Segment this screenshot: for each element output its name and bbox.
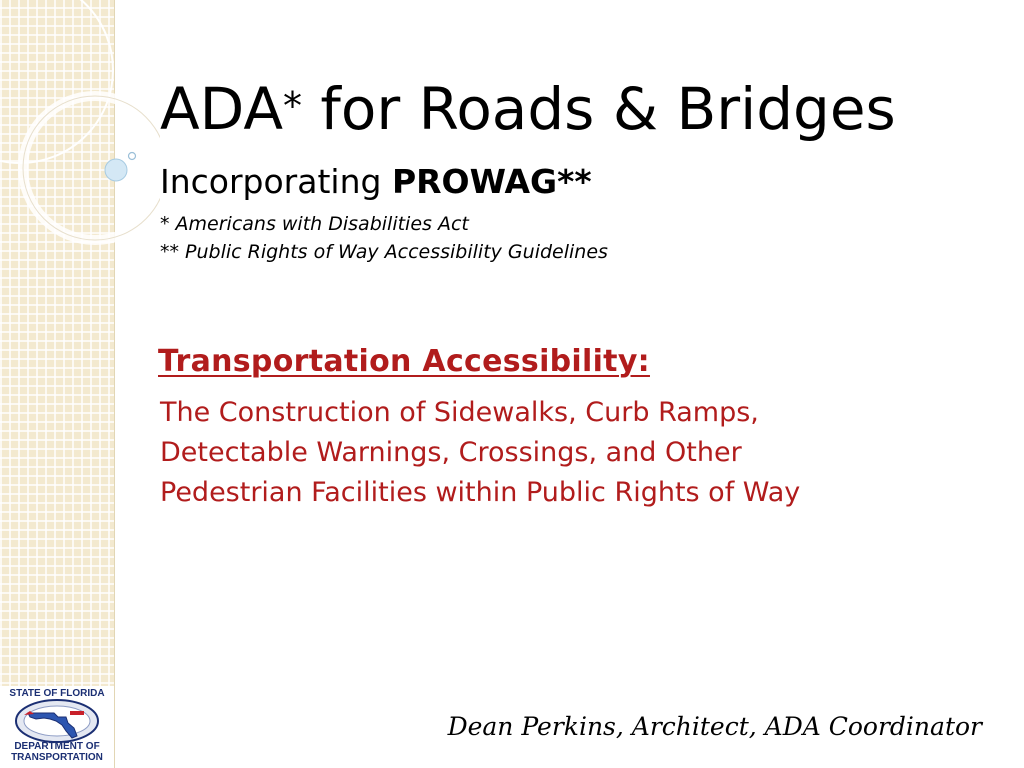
author-credit: Dean Perkins, Architect, ADA Coordinator [447, 712, 982, 741]
title-rest: for Roads & Bridges [302, 75, 896, 143]
logo-bottom-line-2: TRANSPORTATION [11, 752, 103, 763]
section-line: Pedestrian Facilities within Public Rights of Way [160, 477, 801, 508]
footnote-ada [160, 213, 469, 235]
fdot-logo-icon [14, 698, 100, 744]
slide-subtitle [160, 162, 592, 202]
logo-bottom-line-1: DEPARTMENT OF [14, 741, 100, 752]
section-heading: Transportation Accessibility: [158, 344, 650, 379]
decorative-circles-icon [0, 0, 160, 330]
slide-title [160, 75, 896, 143]
footnote-prowag-marker: ** [160, 241, 179, 263]
footnote-ada-text: Americans with Disabilities Act [169, 213, 469, 235]
footnote-prowag-text: Public Rights of Way Accessibility Guidelines [179, 241, 608, 263]
subtitle-prefix: Incorporating [160, 162, 392, 201]
footnote-prowag [160, 241, 608, 263]
logo-top-text: STATE OF FLORIDA [9, 688, 105, 699]
subtitle-bold: PROWAG** [391, 162, 592, 201]
footnote-ada-marker: * [160, 213, 170, 235]
section-line: The Construction of Sidewalks, Curb Ramps, [160, 397, 759, 428]
section-body [160, 393, 1010, 513]
section-line: Detectable Warnings, Crossings, and Other [160, 437, 742, 468]
fdot-logo [0, 686, 114, 768]
title-main: ADA [160, 75, 283, 143]
title-asterisk: * [283, 84, 302, 128]
